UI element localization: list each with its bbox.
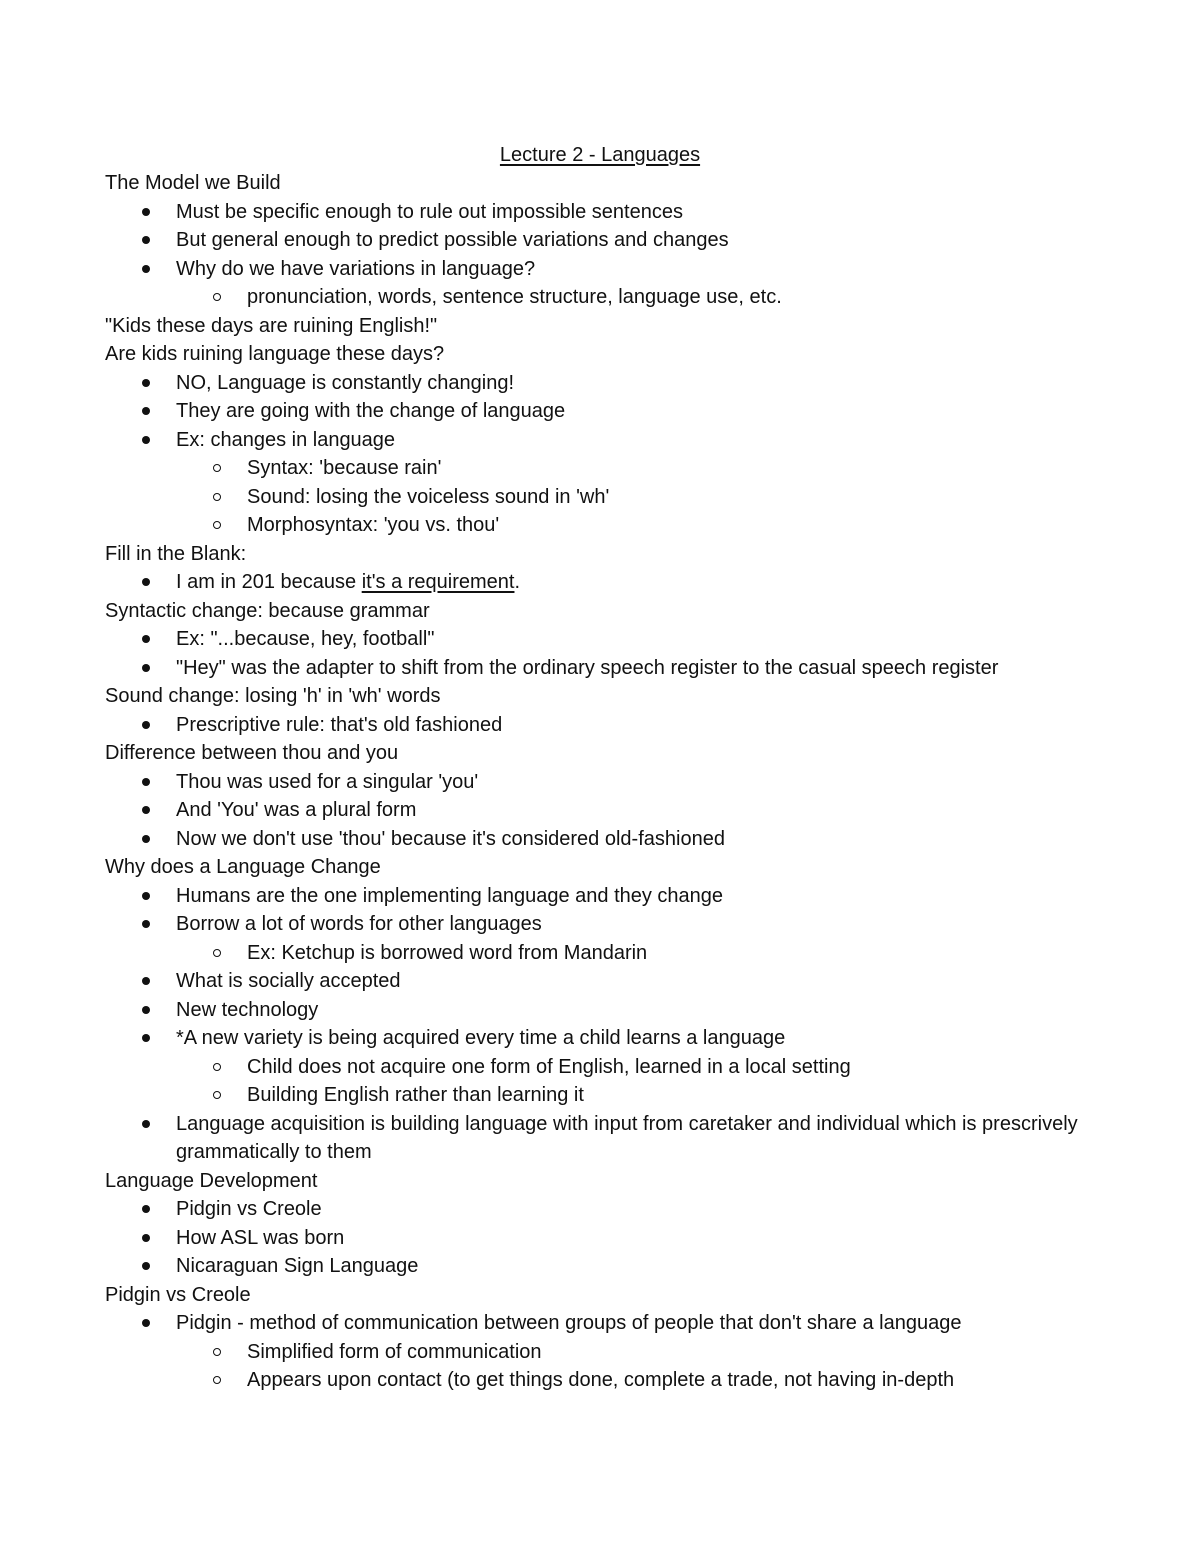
line-text: But general enough to predict possible variations and changes	[176, 229, 729, 251]
section-heading	[105, 312, 1105, 341]
line-text: Building English rather than learning it	[247, 1084, 584, 1106]
filled-bullet-icon	[142, 806, 150, 814]
bullet-item	[105, 369, 1105, 398]
hollow-bullet-icon	[213, 464, 221, 472]
section-heading	[105, 682, 1105, 711]
bullet-item	[105, 255, 1105, 284]
sub-bullet-item	[105, 1366, 1105, 1395]
bullet-item	[105, 397, 1105, 426]
line-text: The Model we Build	[105, 172, 281, 194]
line-text: Prescriptive rule: that's old fashioned	[176, 713, 503, 736]
line-text: pronunciation, words, sentence structure, language use, etc.	[247, 286, 782, 308]
section-heading	[105, 540, 1105, 569]
filled-bullet-icon	[142, 265, 150, 273]
filled-bullet-icon	[142, 778, 150, 786]
filled-bullet-icon	[142, 892, 150, 900]
line-text: How ASL was born	[176, 1226, 345, 1249]
bullet-item	[105, 796, 1105, 825]
filled-bullet-icon	[142, 1034, 150, 1042]
filled-bullet-icon	[142, 721, 150, 729]
line-text: Thou was used for a singular 'you'	[176, 770, 479, 793]
sub-bullet-item	[105, 483, 1105, 512]
line-text: "Kids these days are ruining English!"	[105, 314, 438, 337]
line-text: Fill in the Blank:	[105, 542, 247, 565]
bullet-item	[105, 1195, 1105, 1224]
bullet-item	[105, 198, 1105, 227]
line-text: Pidgin - method of communication between groups of people that don't share a language	[176, 1312, 962, 1334]
filled-bullet-icon	[142, 436, 150, 444]
section-heading	[105, 739, 1105, 768]
bullet-item	[105, 967, 1105, 996]
filled-bullet-icon	[142, 1234, 150, 1242]
bullet-item	[105, 882, 1105, 911]
sub-bullet-item	[105, 454, 1105, 483]
bullet-item	[105, 654, 1105, 683]
hollow-bullet-icon	[213, 521, 221, 529]
bullet-item	[105, 226, 1105, 255]
line-text: Syntactic change: because grammar	[105, 599, 430, 622]
section-heading	[105, 340, 1105, 369]
bullet-item	[105, 1252, 1105, 1281]
hollow-bullet-icon	[213, 949, 221, 957]
hollow-bullet-icon	[213, 493, 221, 501]
bullet-item	[105, 910, 1105, 939]
filled-bullet-icon	[142, 208, 150, 216]
sub-bullet-item	[105, 1338, 1105, 1367]
filled-bullet-icon	[142, 835, 150, 843]
filled-bullet-icon	[142, 1262, 150, 1270]
filled-bullet-icon	[142, 407, 150, 415]
line-text: And 'You' was a plural form	[176, 799, 417, 821]
line-text: They are going with the change of language	[176, 400, 566, 422]
line-text: Ex: changes in language	[176, 428, 396, 451]
line-text: Sound: losing the voiceless sound in 'wh'	[247, 485, 610, 508]
section-heading	[105, 597, 1105, 626]
bullet-item	[105, 1110, 1105, 1167]
line-text: Are kids ruining language these days?	[105, 343, 445, 365]
line-text: Sound change: losing 'h' in 'wh' words	[105, 685, 441, 707]
bullet-item	[105, 768, 1105, 797]
sub-bullet-item	[105, 1053, 1105, 1082]
line-text: New technology	[176, 998, 319, 1021]
hollow-bullet-icon	[213, 1091, 221, 1099]
bullet-item	[105, 825, 1105, 854]
line-text: Child does not acquire one form of English, learned in a local setting	[247, 1055, 851, 1078]
section-heading	[105, 1167, 1105, 1196]
filled-bullet-icon	[142, 977, 150, 985]
filled-bullet-icon	[142, 1006, 150, 1014]
line-text: Borrow a lot of words for other languages	[176, 913, 542, 935]
filled-bullet-icon	[142, 1319, 150, 1327]
line-text: Nicaraguan Sign Language	[176, 1255, 419, 1277]
section-heading	[105, 1281, 1105, 1310]
line-text: I am in 201 because	[176, 571, 362, 593]
bullet-item	[105, 625, 1105, 654]
hollow-bullet-icon	[213, 293, 221, 301]
line-text: Must be specific enough to rule out impossible sentences	[176, 200, 683, 223]
filled-bullet-icon	[142, 920, 150, 928]
line-text: Pidgin vs Creole	[105, 1283, 251, 1306]
line-text: What is socially accepted	[176, 970, 401, 992]
bullet-item	[105, 996, 1105, 1025]
filled-bullet-icon	[142, 635, 150, 643]
notes-body	[105, 169, 1105, 1395]
line-text: Why does a Language Change	[105, 856, 381, 878]
line-text-suffix: .	[514, 571, 521, 593]
filled-bullet-icon	[142, 236, 150, 244]
bullet-item	[105, 426, 1105, 455]
line-text: Syntax: 'because rain'	[247, 457, 442, 479]
line-text: Humans are the one implementing language and they change	[176, 884, 724, 907]
bullet-item	[105, 568, 1105, 597]
line-text: Language acquisition is building language with input from caretaker and individual which is prescrively grammatically to them	[176, 1112, 1078, 1163]
bullet-item	[105, 711, 1105, 740]
line-text: Difference between thou and you	[105, 742, 399, 764]
line-text: Now we don't use 'thou' because it's considered old-fashioned	[176, 827, 725, 850]
line-text: Ex: "...because, hey, football"	[176, 628, 435, 650]
sub-bullet-item	[105, 283, 1105, 312]
line-text: Appears upon contact (to get things done, complete a trade, not having in-depth	[247, 1369, 955, 1391]
sub-bullet-item	[105, 1081, 1105, 1110]
bullet-item	[105, 1224, 1105, 1253]
line-text: "Hey" was the adapter to shift from the ordinary speech register to the casual speech register	[176, 656, 999, 679]
line-text: NO, Language is constantly changing!	[176, 371, 514, 394]
line-text: Why do we have variations in language?	[176, 257, 536, 280]
filled-bullet-icon	[142, 1120, 150, 1128]
sub-bullet-item	[105, 511, 1105, 540]
sub-bullet-item	[105, 939, 1105, 968]
line-text: Ex: Ketchup is borrowed word from Mandarin	[247, 941, 648, 964]
page-title: Lecture 2 - Languages	[499, 144, 701, 166]
filled-bullet-icon	[142, 379, 150, 387]
line-text: Simplified form of communication	[247, 1340, 542, 1363]
filled-bullet-icon	[142, 578, 150, 586]
underlined-answer: it's a requirement	[361, 571, 515, 593]
hollow-bullet-icon	[213, 1063, 221, 1071]
bullet-item	[105, 1024, 1105, 1053]
hollow-bullet-icon	[213, 1348, 221, 1356]
section-heading	[105, 169, 1105, 198]
line-text: Language Development	[105, 1169, 318, 1192]
filled-bullet-icon	[142, 1205, 150, 1213]
line-text: Pidgin vs Creole	[176, 1198, 322, 1220]
filled-bullet-icon	[142, 664, 150, 672]
line-text: *A new variety is being acquired every time a child learns a language	[176, 1027, 786, 1049]
hollow-bullet-icon	[213, 1376, 221, 1384]
bullet-item	[105, 1309, 1105, 1338]
section-heading	[105, 853, 1105, 882]
line-text: Morphosyntax: 'you vs. thou'	[247, 514, 500, 536]
